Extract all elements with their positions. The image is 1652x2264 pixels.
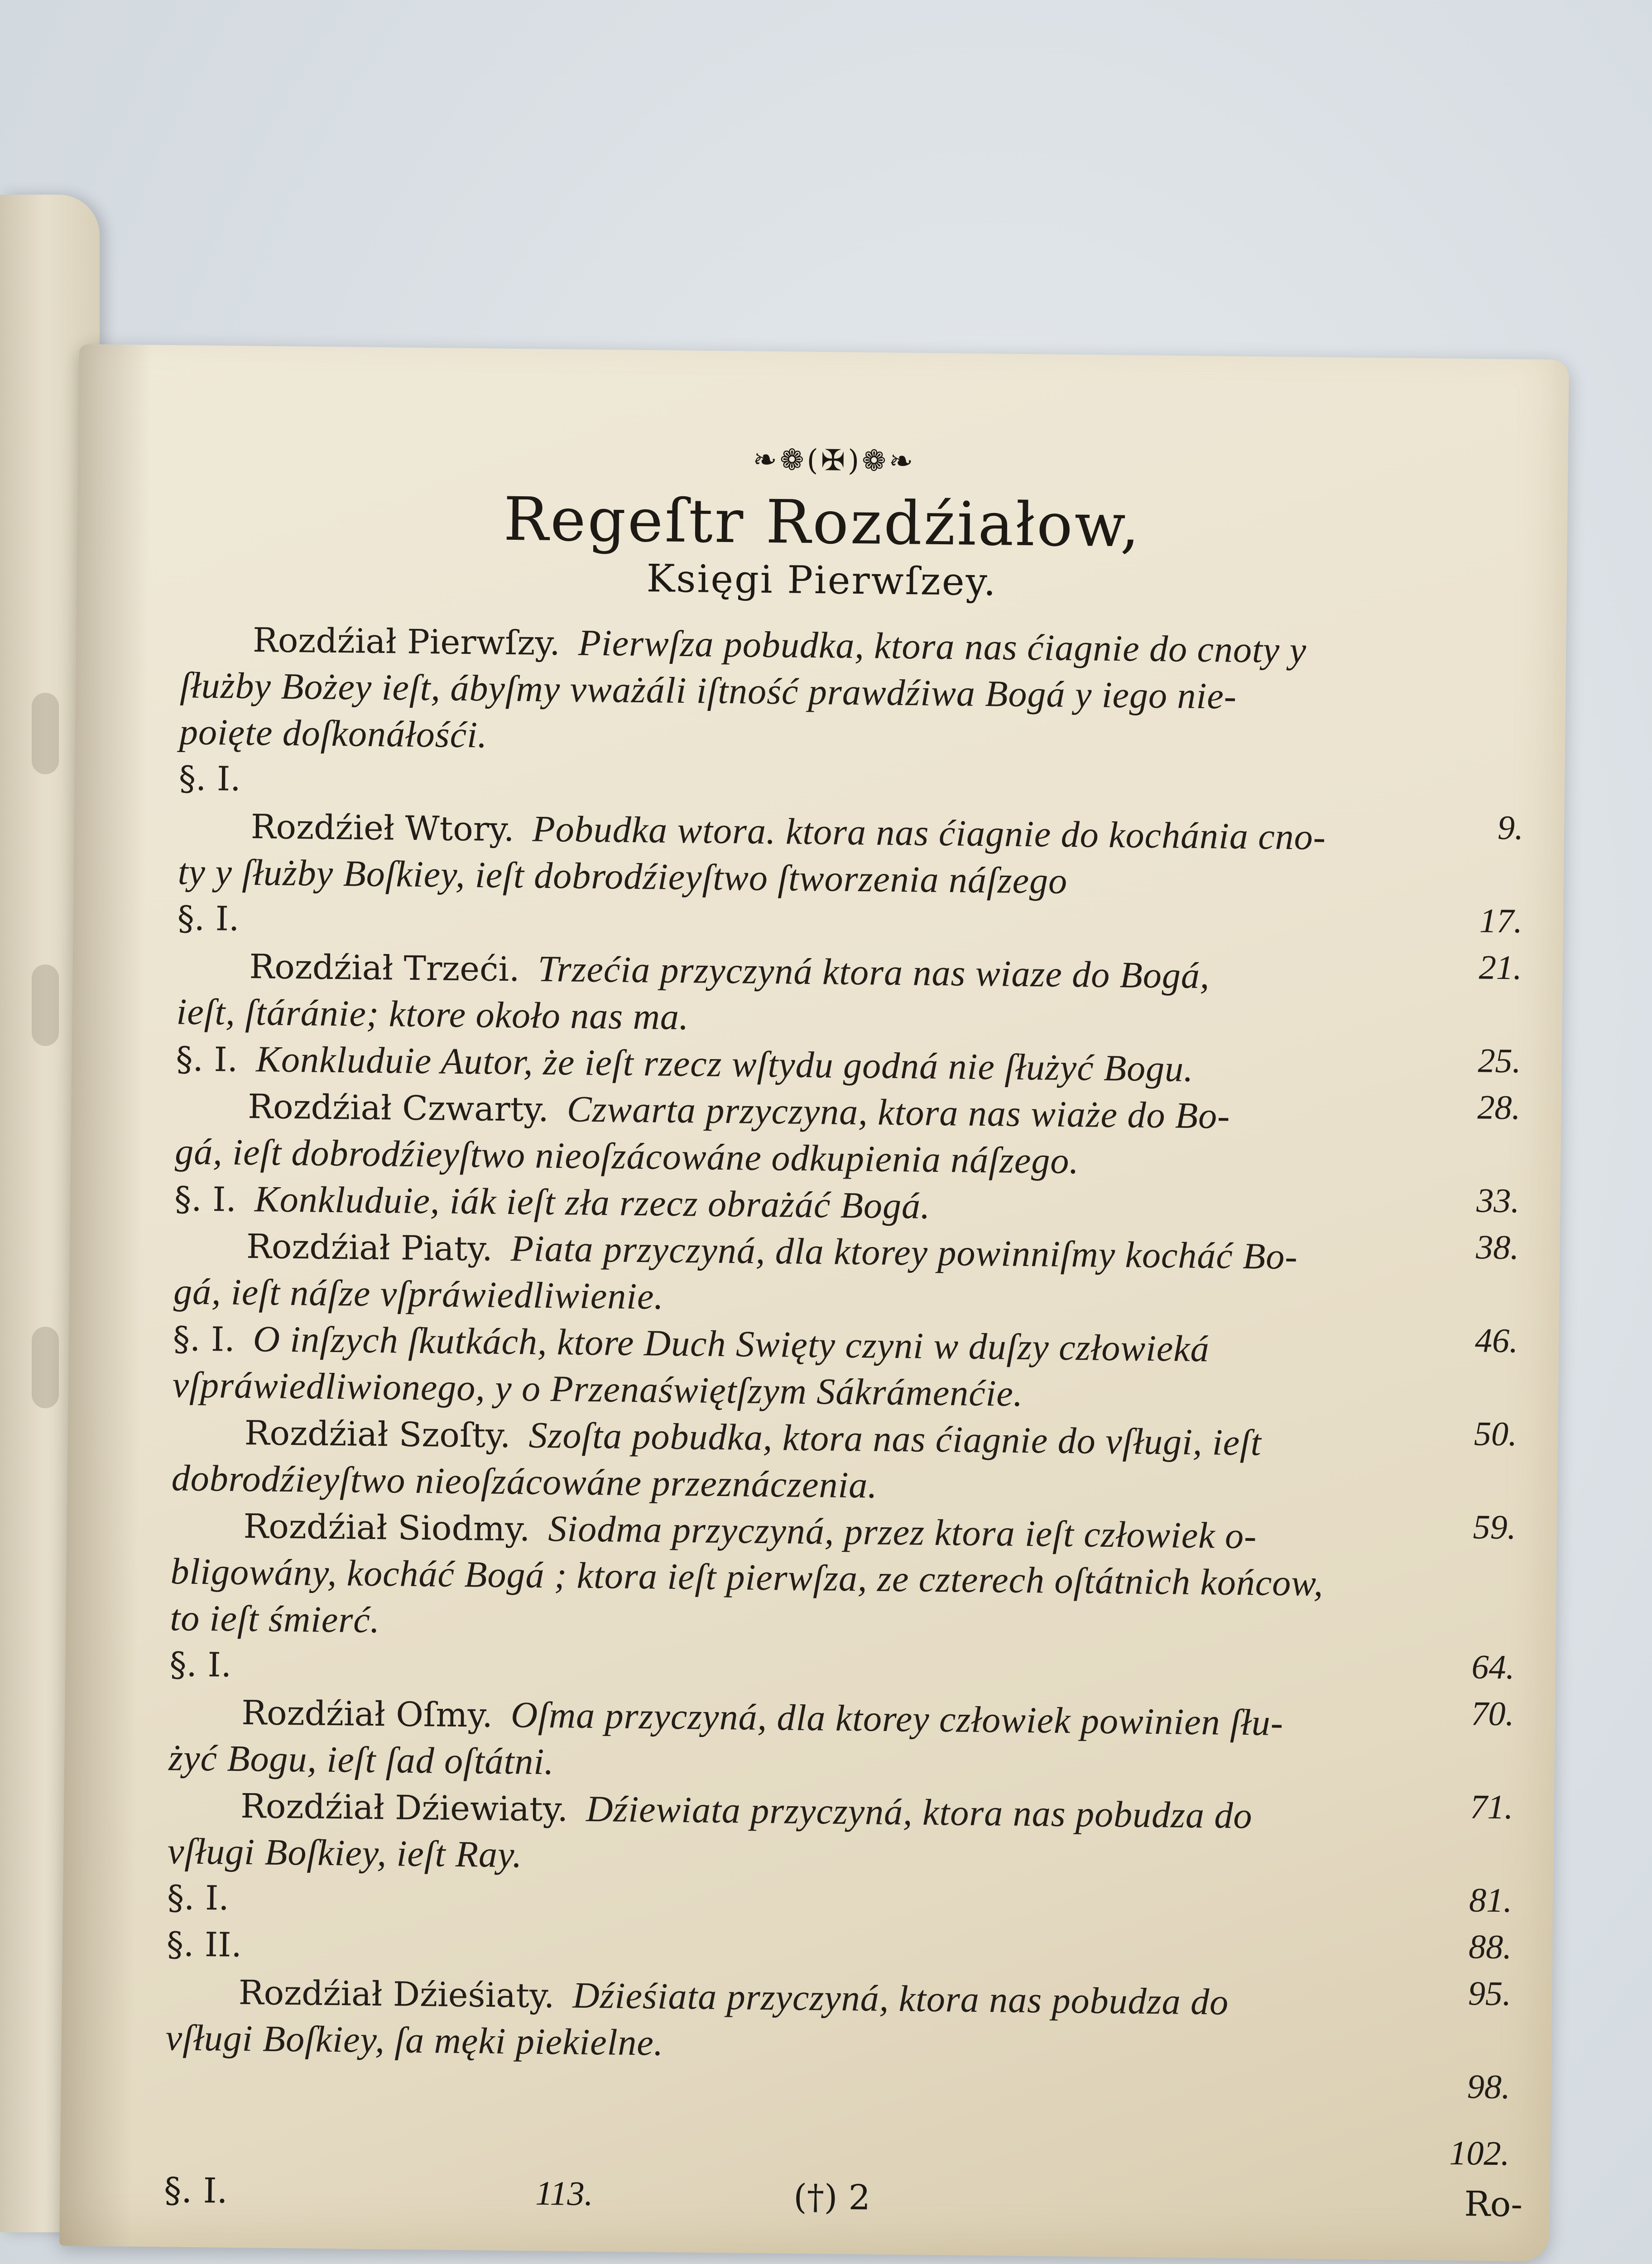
entry-heading: §. I.	[176, 1040, 238, 1079]
entry-heading: Rozdźiał Siodmy.	[243, 1506, 530, 1549]
chapter-entry	[243, 1504, 1257, 1559]
entry-text: Dźieśiata przyczyná, ktora nas pobudza do	[572, 1974, 1229, 2023]
section-entry	[174, 1176, 931, 1228]
page-reference: 71.	[1470, 1788, 1513, 1827]
page-reference: 70.	[1471, 1694, 1514, 1733]
page-reference: 50.	[1474, 1415, 1518, 1453]
section-entry	[166, 1923, 242, 1967]
page-footer	[60, 2134, 1550, 2225]
entry-heading: Rozdźiał Pierwſzy.	[252, 621, 561, 663]
page-reference: 46.	[1474, 1321, 1518, 1360]
page-reference: 95.	[1468, 1974, 1512, 2013]
page-reference: 81.	[1469, 1881, 1513, 1920]
bleed-mark	[32, 964, 59, 1046]
section-entry	[167, 1876, 230, 1920]
chapter-entry	[246, 1224, 1298, 1279]
signature-mark: (†) 2	[793, 2176, 871, 2218]
entry-text: dobrodźieyſtwo nieoſzácowáne przeznáczenia.	[171, 1457, 878, 1506]
entry-heading: §. I.	[174, 1180, 237, 1219]
section-entry	[176, 1036, 1194, 1092]
entry-text: Czwarta przyczyna, ktora nas wiaże do Bo-	[567, 1088, 1230, 1137]
section-entry	[173, 1316, 1210, 1372]
page-reference: 25.	[1478, 1041, 1522, 1080]
entry-text: to ieſt śmierć.	[170, 1597, 380, 1641]
chapter-entry	[240, 1784, 1253, 1838]
chapter-entry	[250, 804, 1326, 860]
entry-heading: §. I.	[178, 759, 241, 799]
page-subtitle: Księgi Pierwſzey.	[646, 556, 998, 604]
chapter-entry	[249, 944, 1210, 998]
entry-text: żyć Bogu, ieſt ſad oſtátni.	[168, 1737, 555, 1783]
page-number: 102.	[1449, 2134, 1510, 2173]
chapter-entry	[238, 1970, 1229, 2025]
entry-text: vſpráwiedliwionego, y o Przenaświętſzym Sákrámenćie.	[172, 1364, 1023, 1414]
entry-heading: Rozdźiał Czwarty.	[247, 1087, 549, 1129]
entry-text: Trzećia przyczyná ktora nas wiaze do Bogá,	[538, 948, 1210, 997]
entry-text: Szoſta pobudka, ktora nas ćiagnie do vſługi, ieſt	[528, 1414, 1262, 1463]
entry-heading: §. I.	[173, 1319, 235, 1359]
entry-text: gá, ieſt náſze vſpráwiedliwienie.	[173, 1271, 664, 1317]
entry-heading: Rozdźiał Dźiewiaty.	[240, 1786, 568, 1829]
entry-heading: §. I.	[177, 899, 240, 939]
entry-heading: Rozdźieł Wtory.	[250, 807, 515, 849]
chapter-entry	[244, 1410, 1262, 1466]
entry-text: Oſma przyczyná, dla ktorey człowiek powinien ſłu-	[510, 1694, 1284, 1744]
page-reference: 59.	[1473, 1508, 1517, 1547]
entry-text: O inſzych ſkutkách, ktore Duch Swięty czyni w duſzy człowieká	[253, 1318, 1210, 1370]
entry-heading: §. I.	[169, 1645, 232, 1685]
chapter-entry	[253, 618, 1307, 673]
page-reference: 64.	[1471, 1648, 1515, 1687]
section-entry	[177, 897, 240, 940]
entry-heading: §. I.	[167, 1878, 230, 1918]
entry-heading: Rozdźiał Oſmy.	[241, 1693, 493, 1735]
entry-text: poięte doſkonáłośći.	[179, 711, 488, 756]
bleed-mark	[32, 1327, 59, 1408]
entry-heading: §. II.	[166, 1925, 242, 1965]
headpiece-ornament: ❧❁(✠)❁❧	[752, 443, 916, 479]
section-entry	[169, 1643, 232, 1687]
entry-text: Siodma przyczyná, przez ktora ieſt człowiek o-	[548, 1507, 1257, 1557]
chapter-entry	[241, 1690, 1284, 1746]
page-reference: 21.	[1479, 948, 1522, 987]
page-reference: 33.	[1476, 1181, 1520, 1220]
entry-text: Konkluduie Autor, że ieſt rzecz wſtydu godná nie ſłużyć Bogu.	[255, 1038, 1194, 1089]
entry-text: ieſt, ſtáránie; ktore około nas ma.	[176, 991, 689, 1038]
page-reference: 88.	[1468, 1928, 1512, 1967]
page-reference: 17.	[1479, 902, 1523, 940]
page-reference: 38.	[1475, 1228, 1519, 1267]
entry-heading: Rozdźiał Szoſty.	[244, 1413, 511, 1456]
footer-section: §. I.	[163, 2170, 228, 2211]
bleed-mark	[32, 693, 59, 774]
entry-text: Pobudka wtora. ktora nas ćiagnie do kochánia cno-	[532, 808, 1326, 858]
catchword: Ro-	[1464, 2183, 1523, 2225]
page-reference: 9.	[1497, 808, 1524, 847]
chapter-entry	[248, 1084, 1230, 1139]
section-entry	[178, 757, 241, 801]
entry-text: bligowány, kocháć Bogá ; ktora ieſt pierwſza, ze czterech oſtátnich końcow,	[170, 1550, 1324, 1604]
page-reference: 28.	[1477, 1088, 1521, 1127]
entry-heading: Rozdźiał Piaty.	[246, 1227, 493, 1269]
entry-text: Pierwſza pobudka, ktora nas ćiagnie do cnoty y	[578, 622, 1307, 671]
entry-heading: Rozdźiał Dźieśiaty.	[238, 1973, 555, 2016]
entry-text: ſłużby Bożey ieſt, ábyſmy vważáli iſtność prawdźiwa Bogá y iego nie-	[179, 664, 1237, 717]
entry-text: vſługi Boſkiey, ſa męki piekielne.	[165, 2017, 664, 2063]
page-reference: 98.	[1467, 2067, 1511, 2106]
entry-text: Dźiewiata przyczyná, ktora nas pobudza do	[586, 1788, 1253, 1837]
entry-text: Piata przyczyná, dla ktorey powinniſmy kocháć Bo-	[510, 1228, 1298, 1277]
footer-page-ref: 113.	[535, 2174, 594, 2213]
entry-text: ty y ſłużby Boſkiey, ieſt dobrodźieyſtwo ſtworzenia náſzego	[178, 851, 1068, 902]
page-title: Regeſtr Rozdźiałow,	[503, 484, 1142, 561]
entry-text: Konkluduie, iák ieſt zła rzecz obrażáć Bogá.	[254, 1178, 931, 1227]
entry-heading: Rozdźiał Trzeći.	[249, 947, 520, 989]
book-page	[59, 344, 1569, 2261]
entry-text: gá, ieſt dobrodźieyſtwo nieoſzácowáne odkupienia náſzego.	[174, 1131, 1080, 1182]
entry-text: vſługi Boſkiey, ieſt Ray.	[167, 1830, 523, 1875]
